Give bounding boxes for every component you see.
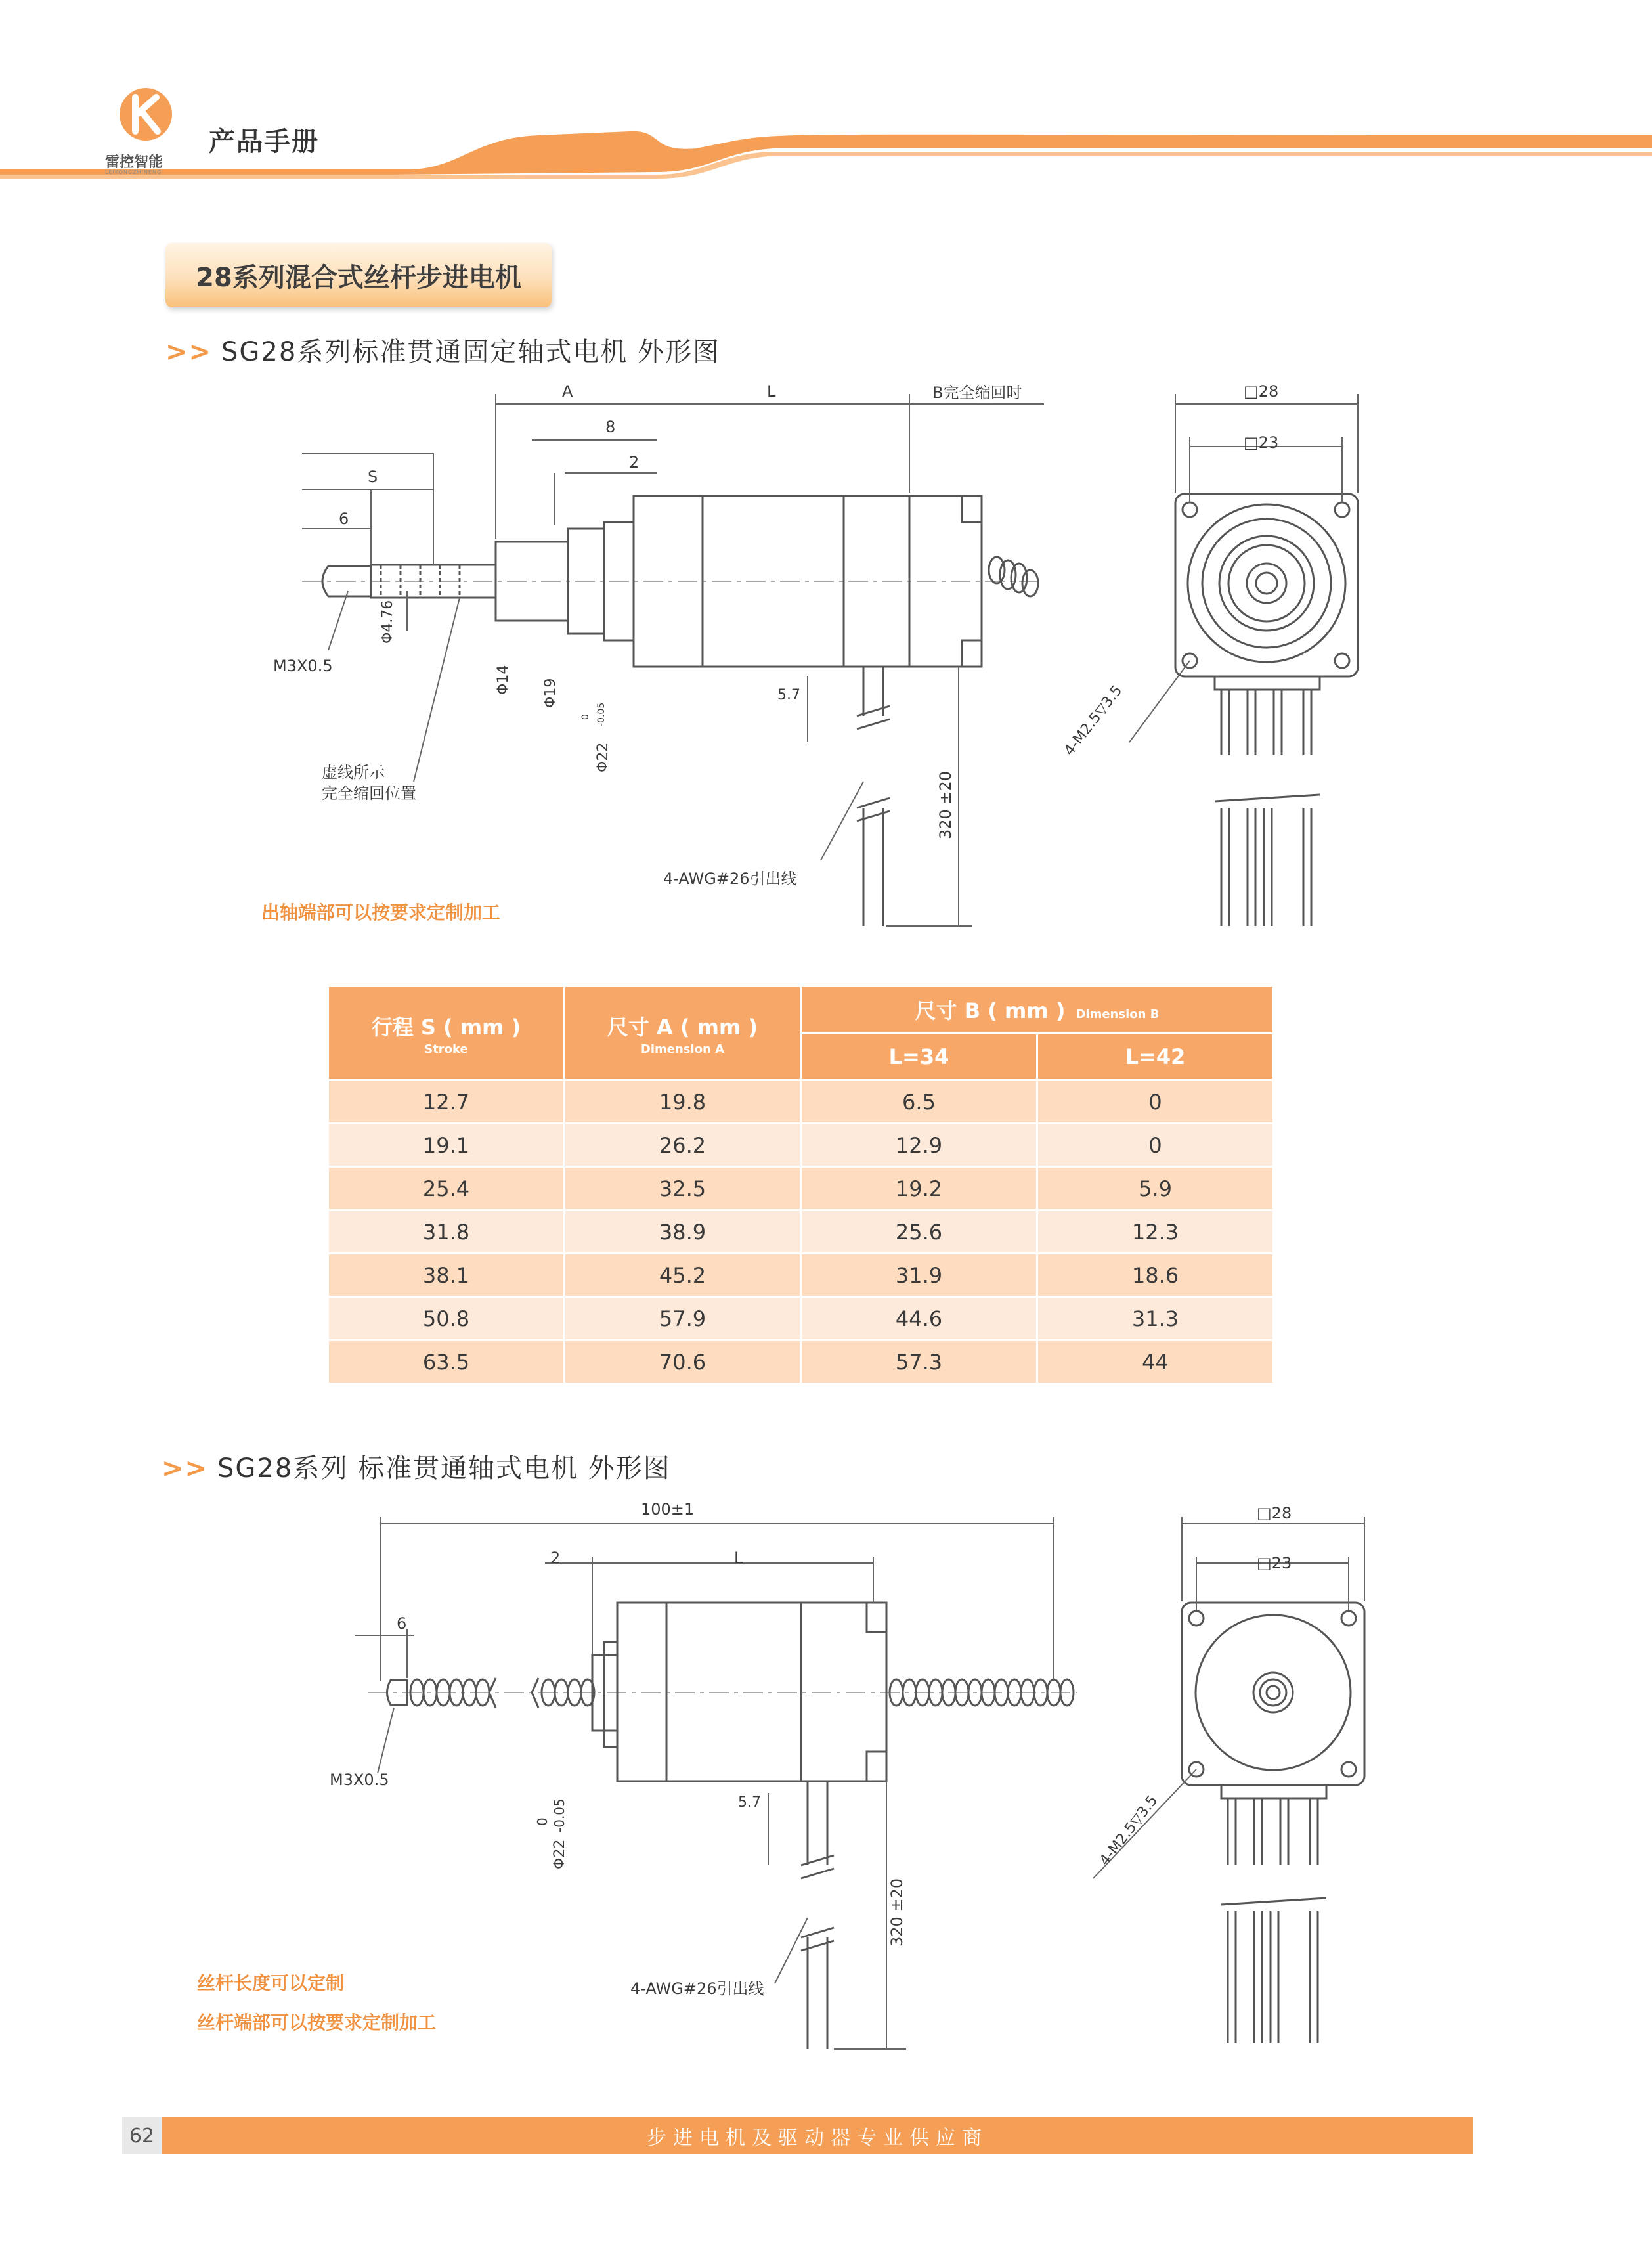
- dim-a: A: [562, 382, 573, 401]
- cell-b-l42: 0: [1037, 1080, 1274, 1124]
- logo-subtext: LEIKONGZHINENG: [105, 169, 162, 175]
- drawing2-note1: 丝杆长度可以定制: [197, 1972, 345, 1994]
- cell-stroke: 50.8: [328, 1297, 565, 1340]
- lead-length-label: 320 ±20: [936, 770, 955, 839]
- front-holes-label: 4-M2.5▽3.5: [1061, 682, 1126, 759]
- cell-stroke: 63.5: [328, 1340, 565, 1384]
- th-stroke: [328, 986, 565, 1080]
- dim-2: 2: [629, 453, 640, 472]
- cell-b-l42: 18.6: [1037, 1254, 1274, 1297]
- table-row: [328, 1254, 1274, 1297]
- phi22-tol-lower-d2: -0.05: [552, 1798, 567, 1832]
- heading-arrow: >>: [165, 337, 213, 367]
- table-row: [328, 1124, 1274, 1167]
- table-row: [328, 1340, 1274, 1384]
- cell-b-l34: 44.6: [801, 1297, 1037, 1340]
- manual-title: 产品手册: [209, 127, 319, 157]
- cell-stroke: 19.1: [328, 1124, 565, 1167]
- phi19-label: Φ19: [542, 678, 559, 708]
- phi22-label: Φ22: [595, 742, 611, 772]
- logo-wordmark: 雷控智能: [105, 154, 163, 171]
- dim-6-d2: 6: [397, 1614, 407, 1633]
- cell-dim-a: 70.6: [565, 1340, 801, 1384]
- cell-stroke: 31.8: [328, 1210, 565, 1254]
- footer-slogan: 步进电机及驱动器专业供应商: [162, 2117, 1473, 2154]
- cell-b-l34: 25.6: [801, 1210, 1037, 1254]
- lead-length-label-d2: 320 ±20: [888, 1878, 906, 1947]
- cell-dim-a: 19.8: [565, 1080, 801, 1124]
- table-row: [328, 1167, 1274, 1210]
- cell-b-l34: 6.5: [801, 1080, 1037, 1124]
- company-logo: [116, 84, 176, 150]
- cell-dim-a: 32.5: [565, 1167, 801, 1210]
- dim-2-d2: 2: [550, 1549, 561, 1567]
- dim-l: L: [767, 382, 776, 401]
- drawing1-heading-text: SG28系列标准贯通固定轴式电机 外形图: [221, 337, 721, 367]
- th-stroke-en: Stroke: [424, 1042, 468, 1056]
- drawing2-heading-text: SG28系列 标准贯通轴式电机 外形图: [217, 1453, 671, 1484]
- dim-8: 8: [605, 418, 616, 436]
- cell-dim-a: 38.9: [565, 1210, 801, 1254]
- th-dim-b: [801, 986, 1274, 1034]
- drawing1-front-view: [1064, 374, 1405, 952]
- table-row: [328, 1080, 1274, 1124]
- section-title: 28系列混合式丝杆步进电机: [165, 243, 552, 307]
- cell-b-l42: 44: [1037, 1340, 1274, 1384]
- th-dim-a-en: Dimension A: [640, 1042, 725, 1056]
- th-dim-b-cn: 尺寸 B ( mm ): [915, 998, 1066, 1024]
- dim-s: S: [368, 468, 378, 486]
- drawing2-heading: [162, 1448, 671, 1485]
- front-sq28-label: □28: [1244, 382, 1279, 401]
- th-dim-b-en: Dimension B: [1076, 1007, 1160, 1022]
- cell-b-l34: 31.9: [801, 1254, 1037, 1297]
- cell-dim-a: 26.2: [565, 1124, 801, 1167]
- front-holes-label-d2: 4-M2.5▽3.5: [1097, 1792, 1162, 1869]
- phi22-tol-upper: 0: [580, 714, 591, 720]
- front-sq28-label-d2: □28: [1257, 1504, 1292, 1522]
- header-band: [0, 0, 1652, 197]
- drawing2-front-view: [1064, 1497, 1405, 2062]
- phi22-label-d2: Φ22: [552, 1839, 568, 1869]
- cell-dim-a: 57.9: [565, 1297, 801, 1340]
- table-row: [328, 1297, 1274, 1340]
- th-dim-a-cn: 尺寸 A ( mm ): [607, 1014, 758, 1040]
- cell-b-l42: 31.3: [1037, 1297, 1274, 1340]
- heading-arrow: >>: [162, 1453, 209, 1484]
- dashed-note-1: 虚线所示: [322, 763, 385, 782]
- cell-stroke: 25.4: [328, 1167, 565, 1210]
- dim-b-note: B完全缩回时: [932, 384, 1022, 402]
- page-number: 62: [122, 2117, 162, 2154]
- cell-b-l42: 5.9: [1037, 1167, 1274, 1210]
- cell-b-l34: 12.9: [801, 1124, 1037, 1167]
- dim-57-d2: 5.7: [738, 1794, 761, 1811]
- thread-m3-label: M3X0.5: [273, 657, 333, 675]
- dim-l-d2: L: [734, 1549, 743, 1567]
- th-dim-a: [565, 986, 801, 1080]
- phi22-tol-lower: -0.05: [596, 702, 607, 726]
- th-stroke-cn: 行程 S ( mm ): [371, 1014, 521, 1040]
- phi476-label: Φ4.76: [380, 600, 396, 644]
- dashed-note-2: 完全缩回位置: [322, 784, 416, 803]
- cell-b-l42: 12.3: [1037, 1210, 1274, 1254]
- front-sq23-label: □23: [1244, 433, 1279, 452]
- drawing1-heading: [165, 331, 720, 368]
- drawing2-note2: 丝杆端部可以按要求定制加工: [197, 2012, 437, 2033]
- cell-b-l34: 19.2: [801, 1167, 1037, 1210]
- th-l34: L=34: [801, 1033, 1037, 1080]
- lead-wire-label: 4-AWG#26引出线: [663, 870, 797, 888]
- spec-table: [327, 985, 1274, 1384]
- cell-b-l42: 0: [1037, 1124, 1274, 1167]
- dim-total: 100±1: [641, 1500, 695, 1518]
- cell-stroke: 38.1: [328, 1254, 565, 1297]
- front-sq23-label-d2: □23: [1257, 1554, 1292, 1572]
- cell-dim-a: 45.2: [565, 1254, 801, 1297]
- lead-wire-label-d2: 4-AWG#26引出线: [630, 1980, 764, 1998]
- dim-57: 5.7: [777, 687, 800, 703]
- phi14-label: Φ14: [495, 665, 511, 695]
- th-l42: L=42: [1037, 1033, 1274, 1080]
- phi22-tol-upper-d2: 0: [534, 1817, 550, 1826]
- drawing1-side-view: [250, 374, 1064, 952]
- thread-m3-label-d2: M3X0.5: [330, 1771, 389, 1789]
- table-row: [328, 1210, 1274, 1254]
- dim-6: 6: [339, 510, 349, 528]
- drawing1-note: 出轴端部可以按要求定制加工: [261, 902, 501, 923]
- cell-b-l34: 57.3: [801, 1340, 1037, 1384]
- cell-stroke: 12.7: [328, 1080, 565, 1124]
